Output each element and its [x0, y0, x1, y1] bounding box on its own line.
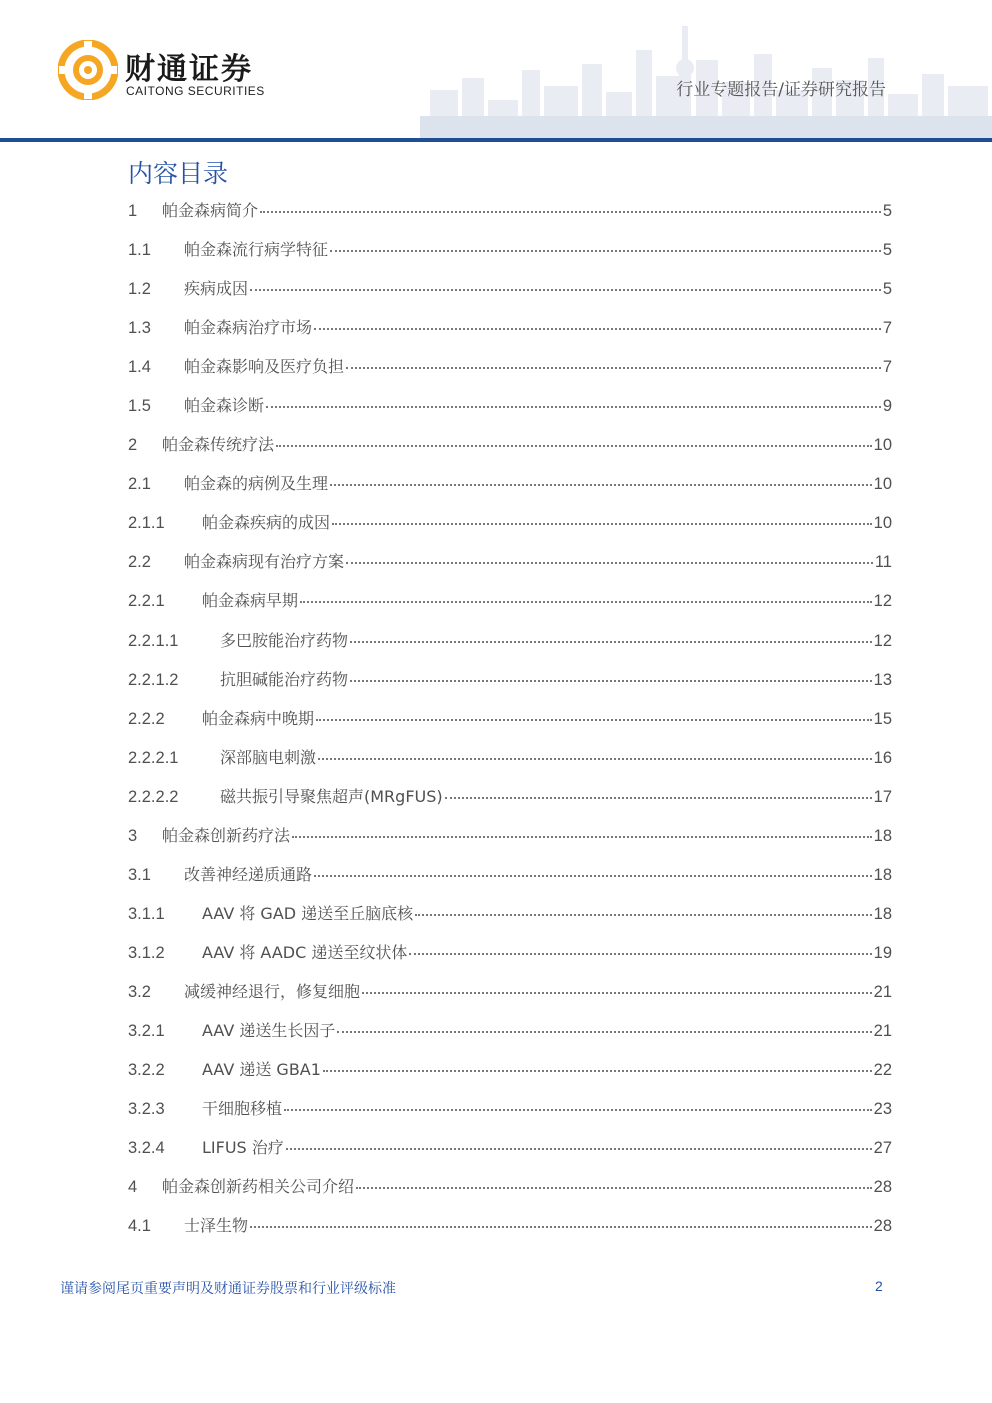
toc-entry-label: 深部脑电刺激: [220, 747, 317, 767]
toc-entry-number: 2.2.1: [128, 592, 165, 611]
toc-leader-dots: [250, 1226, 872, 1228]
toc-entry-page: 13: [873, 670, 892, 689]
toc-entry-number: 3.2.4: [128, 1139, 165, 1158]
toc-entry-label: 帕金森病早期: [202, 591, 299, 611]
toc-entry[interactable]: [128, 432, 892, 471]
toc-entry-number: 2.1.1: [128, 514, 165, 533]
toc-entry[interactable]: [128, 471, 892, 510]
toc-entry-number: 4: [128, 1178, 138, 1197]
toc-entry[interactable]: [128, 276, 892, 315]
toc-entry-label: 减缓神经退行，修复细胞: [184, 981, 361, 1001]
toc-entry-label: 多巴胺能治疗药物: [220, 630, 349, 650]
toc-entry-page: 11: [874, 553, 892, 572]
toc-entry-page: 10: [873, 475, 892, 494]
toc-entry[interactable]: [128, 667, 892, 706]
toc-entry[interactable]: [128, 940, 892, 979]
toc-entry-label: 帕金森病中晚期: [202, 708, 315, 728]
toc-entry[interactable]: [128, 1096, 892, 1135]
toc-entry-label: 帕金森创新药相关公司介绍: [162, 1177, 355, 1197]
toc-leader-dots: [314, 328, 881, 330]
toc-entry[interactable]: [128, 354, 892, 393]
toc-entry-page: 28: [873, 1217, 892, 1236]
toc-entry-page: 16: [873, 748, 892, 767]
toc-leader-dots: [350, 680, 872, 682]
toc-entry-number: 3.2.3: [128, 1100, 165, 1119]
toc-leader-dots: [330, 484, 872, 486]
toc-entry-label: AAV 递送生长因子: [202, 1020, 336, 1040]
toc-entry-number: 1.2: [128, 280, 151, 299]
toc-entry-number: 3.1: [128, 865, 151, 884]
toc-entry-label: 帕金森的病例及生理: [184, 474, 329, 494]
toc-leader-dots: [350, 641, 872, 643]
toc-entry[interactable]: [128, 979, 892, 1018]
toc-entry-number: 2.1: [128, 475, 151, 494]
toc-entry-page: 21: [873, 982, 892, 1001]
toc-leader-dots: [346, 562, 873, 564]
toc-entry-label: 帕金森流行病学特征: [184, 240, 329, 260]
toc-entry-page: 21: [873, 1021, 892, 1040]
toc-entry-page: 5: [882, 280, 892, 299]
toc-leader-dots: [346, 367, 881, 369]
toc-entry-label: AAV 将 AADC 递送至纹状体: [202, 942, 408, 962]
toc-entry[interactable]: [128, 706, 892, 745]
toc-entry[interactable]: [128, 1018, 892, 1057]
toc-entry-number: 2.2.2: [128, 709, 165, 728]
toc-leader-dots: [409, 953, 871, 955]
toc-leader-dots: [292, 836, 872, 838]
toc-entry[interactable]: [128, 315, 892, 354]
toc-entry-number: 3.1.2: [128, 943, 165, 962]
toc-entry-page: 27: [873, 1139, 892, 1158]
toc-entry[interactable]: [128, 198, 892, 237]
toc-leader-dots: [286, 1148, 872, 1150]
toc-entry-label: 疾病成因: [184, 279, 249, 299]
toc-leader-dots: [276, 445, 872, 447]
toc-entry-page: 9: [882, 397, 892, 416]
toc-leader-dots: [356, 1187, 872, 1189]
toc-leader-dots: [318, 758, 872, 760]
toc-entry-label: AAV 递送 GBA1: [202, 1060, 321, 1080]
toc-entry-number: 1.4: [128, 358, 151, 377]
toc-entry-page: 28: [873, 1178, 892, 1197]
toc-entry-page: 10: [873, 436, 892, 455]
toc-leader-dots: [250, 289, 881, 291]
toc-entry-page: 5: [882, 202, 892, 220]
page-number: 2: [875, 1278, 883, 1294]
toc-entry-number: 1.1: [128, 241, 151, 260]
toc-entry-page: 12: [873, 631, 892, 650]
toc-leader-dots: [362, 992, 872, 994]
toc-entry-number: 3.2.2: [128, 1061, 165, 1080]
toc-leader-dots: [332, 523, 872, 525]
toc-entry-number: 2.2.2.2: [128, 787, 179, 806]
toc-entry-page: 12: [873, 592, 892, 611]
toc-entry[interactable]: [128, 1213, 892, 1252]
toc-leader-dots: [266, 406, 881, 408]
toc-entry-label: 改善神经递质通路: [184, 864, 313, 884]
footer-disclaimer: 谨请参阅尾页重要声明及财通证券股票和行业评级标准: [60, 1281, 396, 1297]
toc-leader-dots: [300, 601, 872, 603]
toc-entry-label: 帕金森诊断: [184, 396, 265, 416]
report-type-label: 行业专题报告/证券研究报告: [676, 80, 886, 100]
toc-leader-dots: [337, 1031, 871, 1033]
toc-entry-label: 帕金森病治疗市场: [184, 318, 313, 338]
toc-leader-dots: [330, 250, 881, 252]
toc-leader-dots: [323, 1070, 872, 1072]
toc-entry[interactable]: [128, 1057, 892, 1096]
toc-entry-label: LIFUS 治疗: [202, 1138, 284, 1158]
toc-entry-label: 抗胆碱能治疗药物: [220, 669, 349, 689]
toc-entry-label: 干细胞移植: [202, 1099, 283, 1119]
toc-entry[interactable]: [128, 745, 892, 784]
toc-entry[interactable]: [128, 588, 892, 627]
table-of-contents: [128, 198, 892, 1252]
toc-leader-dots: [445, 797, 872, 799]
page-header: [0, 0, 992, 146]
toc-entry-number: 2.2.1.2: [128, 670, 179, 689]
toc-leader-dots: [415, 914, 871, 916]
toc-title: 内容目录: [128, 159, 229, 188]
toc-entry-page: 23: [873, 1100, 892, 1119]
toc-leader-dots: [314, 875, 872, 877]
toc-entry-page: 7: [882, 319, 892, 338]
toc-entry-label: 帕金森创新药疗法: [162, 825, 291, 845]
toc-entry-page: 18: [873, 826, 892, 845]
toc-entry[interactable]: [128, 901, 892, 940]
logo-company-name-cn: 财通证券: [125, 52, 253, 87]
toc-entry-label: 帕金森病简介: [162, 201, 259, 220]
toc-entry-number: 3.2: [128, 982, 151, 1001]
toc-entry-label: 士泽生物: [184, 1216, 249, 1236]
toc-entry-number: 1: [128, 202, 138, 220]
toc-entry-number: 3.1.1: [128, 904, 165, 923]
toc-entry-label: 磁共振引导聚焦超声(MRgFUS): [220, 786, 443, 806]
toc-entry-label: 帕金森病现有治疗方案: [184, 552, 345, 572]
toc-entry-page: 19: [873, 943, 892, 962]
toc-entry[interactable]: [128, 1135, 892, 1174]
toc-entry-label: 帕金森疾病的成因: [202, 513, 331, 533]
toc-entry-number: 2.2.2.1: [128, 748, 179, 767]
toc-entry[interactable]: [128, 1174, 892, 1213]
toc-entry-number: 3.2.1: [128, 1021, 165, 1040]
toc-leader-dots: [260, 211, 881, 213]
logo-company-name-en: CAITONG SECURITIES: [126, 84, 265, 98]
toc-entry-label: 帕金森影响及医疗负担: [184, 357, 345, 377]
toc-entry-page: 10: [873, 514, 892, 533]
caitong-logo-icon: [58, 40, 118, 100]
toc-entry-label: 帕金森传统疗法: [162, 435, 275, 455]
toc-entry-number: 4.1: [128, 1217, 151, 1236]
toc-entry[interactable]: [128, 510, 892, 549]
toc-entry[interactable]: [128, 628, 892, 667]
toc-entry-page: 5: [882, 241, 892, 260]
toc-entry-page: 15: [873, 709, 892, 728]
toc-entry-number: 3: [128, 826, 138, 845]
toc-entry-label: AAV 将 GAD 递送至丘脑底核: [202, 903, 414, 923]
toc-entry[interactable]: [128, 823, 892, 862]
toc-entry-number: 1.3: [128, 319, 151, 338]
toc-entry-number: 2.2.1.1: [128, 631, 179, 650]
toc-entry-number: 2.2: [128, 553, 151, 572]
toc-entry-page: 22: [873, 1061, 892, 1080]
toc-entry[interactable]: [128, 862, 892, 901]
toc-entry[interactable]: [128, 784, 892, 823]
header-divider: [0, 138, 992, 142]
toc-entry-number: 1.5: [128, 397, 151, 416]
toc-leader-dots: [316, 719, 872, 721]
toc-entry-page: 7: [882, 358, 892, 377]
toc-entry[interactable]: [128, 549, 892, 588]
toc-entry-number: 2: [128, 436, 138, 455]
toc-entry-page: 17: [873, 787, 892, 806]
toc-entry[interactable]: [128, 393, 892, 432]
toc-entry-page: 18: [873, 865, 892, 884]
toc-entry[interactable]: [128, 237, 892, 276]
toc-entry-page: 18: [873, 904, 892, 923]
toc-leader-dots: [284, 1109, 872, 1111]
